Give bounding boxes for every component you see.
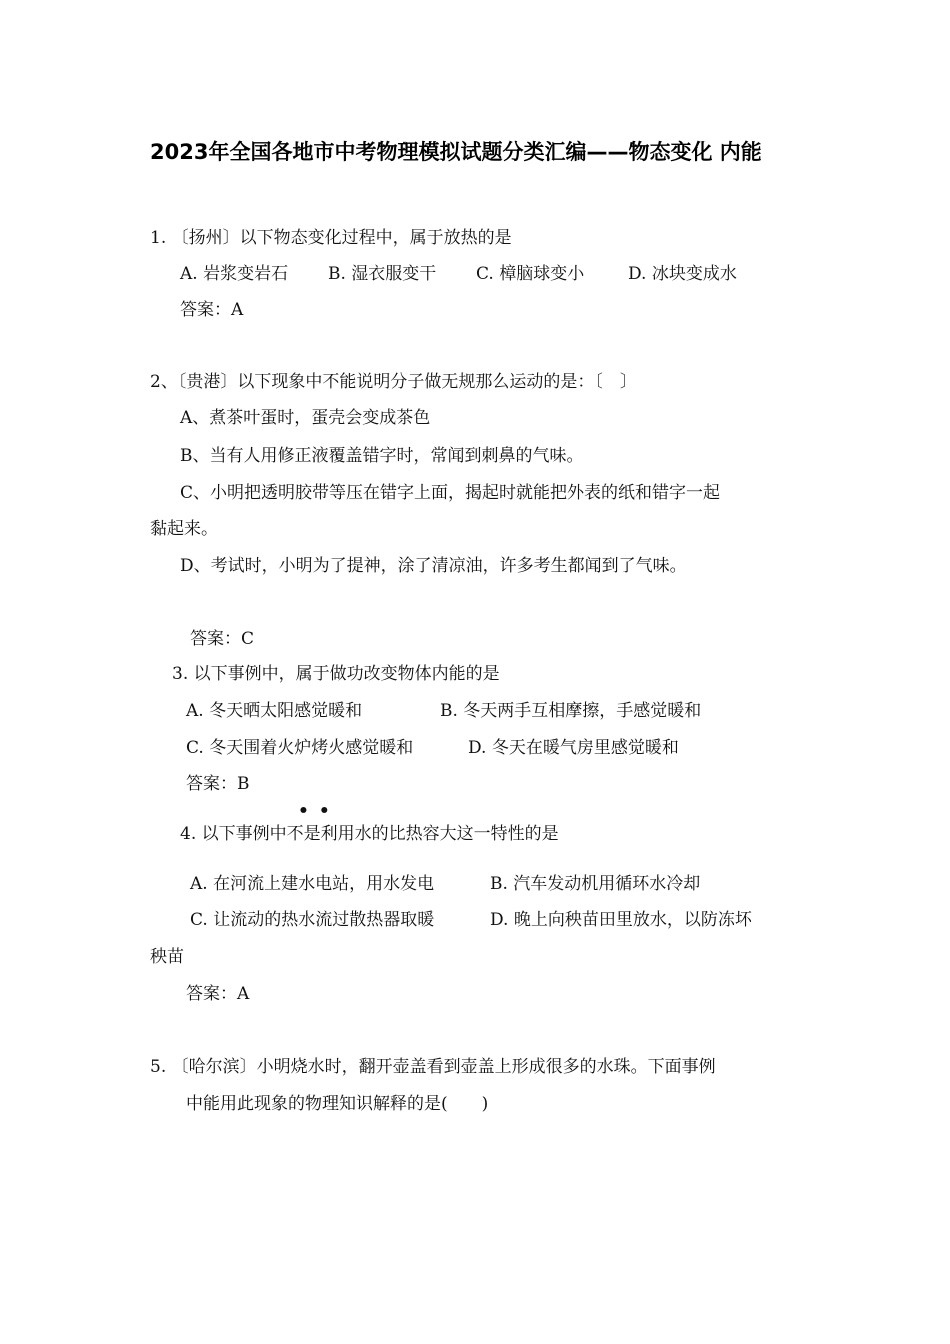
- q5-stem-line1: 5. 〔哈尔滨〕小明烧水时，翻开壶盖看到壶盖上形成很多的水珠。下面事例: [150, 1057, 716, 1077]
- q2-option-b: B、当有人用修正液覆盖错字时，常闻到刺鼻的气味。: [180, 446, 584, 466]
- q4-answer: 答案：A: [186, 984, 250, 1004]
- emphasis-dots: ••: [298, 801, 340, 821]
- q1-option-d: D. 冰块变成水: [628, 264, 737, 284]
- q3-stem: 3. 以下事例中，属于做功改变物体内能的是: [172, 664, 500, 684]
- q1-option-c: C. 樟脑球变小: [476, 264, 585, 284]
- q2-option-c-line1: C、小明把透明胶带等压在错字上面，揭起时就能把外表的纸和错字一起: [180, 483, 721, 503]
- q2-answer: 答案：C: [190, 629, 255, 649]
- q2-option-c-line2: 黏起来。: [150, 519, 218, 539]
- q1-answer: 答案：A: [180, 300, 244, 320]
- q1-option-b: B. 湿衣服变干: [328, 264, 437, 284]
- page-title: 2023年全国各地市中考物理模拟试题分类汇编——物态变化 内能: [150, 140, 762, 164]
- q3-option-d: D. 冬天在暖气房里感觉暖和: [468, 738, 679, 758]
- q1-stem: 1. 〔扬州〕以下物态变化过程中，属于放热的是: [150, 228, 512, 248]
- q4-option-c: C. 让流动的热水流过散热器取暖: [190, 910, 435, 930]
- q4-option-d-line2: 秧苗: [150, 947, 184, 967]
- q2-option-d: D、考试时，小明为了提神，涂了清凉油，许多考生都闻到了气味。: [180, 556, 687, 576]
- q5-stem-line2: 中能用此现象的物理知识解释的是( ): [186, 1094, 489, 1114]
- q3-option-b: B. 冬天两手互相摩擦，手感觉暖和: [440, 701, 702, 721]
- q3-option-c: C. 冬天围着火炉烤火感觉暖和: [186, 738, 414, 758]
- q4-option-d-line1: D. 晚上向秧苗田里放水，以防冻坏: [490, 910, 752, 930]
- q1-option-a: A. 岩浆变岩石: [180, 264, 289, 284]
- q4-option-b: B. 汽车发动机用循环水冷却: [490, 874, 701, 894]
- q4-stem: 4. 以下事例中不是利用水的比热容大这一特性的是: [180, 824, 559, 844]
- q2-stem: 2、〔贵港〕以下现象中不能说明分子做无规那么运动的是：〔 〕: [150, 372, 637, 392]
- q3-answer: 答案：B: [186, 774, 250, 794]
- q3-option-a: A. 冬天晒太阳感觉暖和: [186, 701, 363, 721]
- q4-option-a: A. 在河流上建水电站，用水发电: [190, 874, 435, 894]
- q2-option-a: A、煮茶叶蛋时，蛋壳会变成茶色: [180, 408, 431, 428]
